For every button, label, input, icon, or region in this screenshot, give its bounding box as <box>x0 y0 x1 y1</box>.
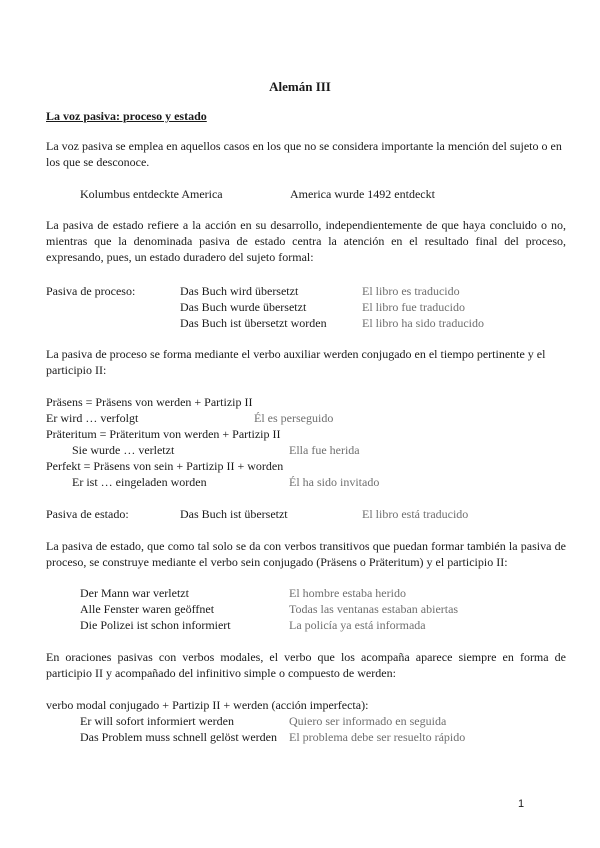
page-title: Alemán III <box>269 79 331 94</box>
perfekt-rule: Perfekt = Präsens von sein + Partizip II + worden <box>46 459 284 473</box>
estado-list-es: Todas las ventanas estaban abiertas <box>289 602 459 616</box>
paragraph-modal-verbs: En oraciones pasivas con verbos modales, el verbo que los acompaña aparece siempre en forma de participio II y acompañado del infinitivo simple o compuesto de werden: <box>46 650 566 680</box>
section-heading: La voz pasiva: proceso y estado <box>46 109 207 123</box>
estado-list-de: Die Polizei ist schon informiert <box>80 618 231 632</box>
modal-rule: verbo modal conjugado + Partizip II + werden (acción imperfecta): <box>46 698 369 712</box>
estado-example-es: El libro está traducido <box>362 507 469 521</box>
estado-label: Pasiva de estado: <box>46 507 129 521</box>
proceso-row-de: Das Buch wird übersetzt <box>180 284 299 298</box>
proceso-row-es: El libro fue traducido <box>362 300 465 314</box>
estado-list-es: La policía ya está informada <box>289 618 426 632</box>
modal-example-es: Quiero ser informado en seguida <box>289 714 447 728</box>
praesens-example-de: Er wird … verfolgt <box>46 411 139 425</box>
estado-example-de: Das Buch ist übersetzt <box>180 507 288 521</box>
paragraph-proceso-formation: La pasiva de proceso se forma mediante el verbo auxiliar werden conjugado en el tiempo pertinente y el participio II: <box>46 347 546 377</box>
modal-example-es: El problema debe ser resuelto rápido <box>289 730 466 744</box>
perfekt-example-de: Er ist … eingeladen worden <box>72 475 207 489</box>
intro-paragraph: La voz pasiva se emplea en aquellos casos en los que no se considera importante la mención del sujeto o en los que se desconoce. <box>46 139 562 169</box>
praeteritum-rule: Präteritum = Präteritum von werden + Partizip II <box>46 427 281 441</box>
perfekt-example-es: Él ha sido invitado <box>289 475 380 489</box>
estado-list-es: El hombre estaba herido <box>289 586 406 600</box>
page-number: 1 <box>518 798 525 810</box>
praesens-rule: Präsens = Präsens von werden + Partizip II <box>46 395 253 409</box>
modal-example-de: Das Problem muss schnell gelöst werden <box>80 730 277 744</box>
proceso-row-de: Das Buch wurde übersetzt <box>180 300 307 314</box>
proceso-row-es: El libro es traducido <box>362 284 460 298</box>
proceso-label: Pasiva de proceso: <box>46 284 136 298</box>
proceso-row-de: Das Buch ist übersetzt worden <box>180 316 327 330</box>
paragraph-pasiva-definition: La pasiva de estado refiere a la acción en su desarrollo, independientemente de que haya concluido o no, mientras que la denominada pasiva de estado centra la atención en el resultado final del proceso, expresando, pues, un estado duradero del sujeto formal: <box>46 218 566 264</box>
modal-example-de: Er will sofort informiert werden <box>80 714 234 728</box>
estado-list-de: Der Mann war verletzt <box>80 586 189 600</box>
example-passive: America wurde 1492 entdeckt <box>290 187 435 201</box>
praesens-example-es: Él es perseguido <box>254 411 334 425</box>
praeteritum-example-de: Sie wurde … verletzt <box>72 443 175 457</box>
praeteritum-example-es: Ella fue herida <box>289 443 360 457</box>
paragraph-estado-formation: La pasiva de estado, que como tal solo se da con verbos transitivos que puedan formar también la pasiva de proceso, se construye mediante el verbo sein conjugado (Präsens o Präteritum) y el participio II: <box>46 539 566 569</box>
proceso-row-es: El libro ha sido traducido <box>362 316 484 330</box>
example-active: Kolumbus entdeckte America <box>80 187 223 201</box>
estado-list-de: Alle Fenster waren geöffnet <box>80 602 215 616</box>
